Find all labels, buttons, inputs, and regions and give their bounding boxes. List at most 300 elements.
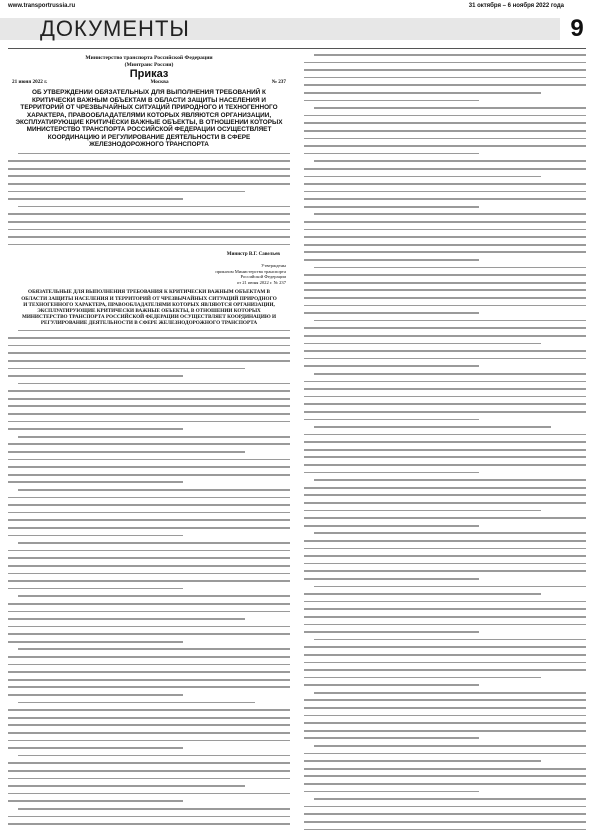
text-line-bar [304, 662, 586, 664]
text-line [304, 783, 586, 789]
text-line-bar [8, 641, 183, 643]
text-line [8, 428, 290, 434]
text-line [8, 330, 290, 336]
text-line [8, 732, 290, 738]
text-line [304, 548, 586, 554]
text-line [304, 282, 586, 288]
text-line-bar [8, 717, 290, 719]
text-line-bar [304, 624, 586, 626]
text-line [304, 669, 586, 675]
text-line-bar [304, 730, 586, 732]
text-line-bar [304, 403, 586, 405]
text-line-bar [304, 829, 586, 830]
text-line-bar [18, 383, 290, 385]
text-line [8, 762, 290, 768]
text-line-bar [304, 449, 586, 451]
text-line-bar [18, 153, 290, 155]
text-line-bar [8, 557, 290, 559]
text-line [8, 466, 290, 472]
text-line-bar [304, 753, 586, 755]
text-line [304, 540, 586, 546]
text-line [304, 312, 586, 318]
text-line [8, 183, 290, 189]
text-line-bar [304, 760, 541, 762]
text-line-bar [8, 466, 290, 468]
text-line [304, 555, 586, 561]
text-line [304, 289, 586, 295]
text-line-bar [304, 540, 586, 542]
text-line [304, 737, 586, 743]
text-line-bar [8, 229, 290, 231]
text-line-bar [8, 686, 290, 688]
text-line [8, 724, 290, 730]
text-line [8, 160, 290, 166]
approval-stamp [12, 263, 286, 285]
text-line-bar [304, 236, 586, 238]
text-line-bar [8, 573, 290, 575]
text-line [304, 54, 586, 60]
text-line-bar [304, 183, 586, 185]
text-line-bar [314, 745, 586, 747]
text-line [304, 122, 586, 128]
text-line-bar [8, 724, 290, 726]
text-line-bar [304, 100, 479, 102]
order-heading: ОБ УТВЕРЖДЕНИИ ОБЯЗАТЕЛЬНЫХ ДЛЯ ВЫПОЛНЕНИЯ ТРЕБОВАНИЙ К КРИТИЧЕСКИ ВАЖНЫМ ОБЪЕКТАМ В ОБЛАСТИ ЗАЩИТЫ НАСЕЛЕНИЯ И ТЕРРИТОРИЙ ОТ ЧРЕЗВЫЧАЙНЫХ СИТУАЦИЙ ПРИРОДНОГО И ТЕХНОГЕННОГО ХАРАКТЕРА, ПРАВООБЛАДАТЕЛЯМИ КОТОРЫХ ЯВЛЯЮТСЯ ОРГАНИЗАЦИИ, ЭКСПЛУАТИРУЮЩИЕ КРИТИЧЕСКИ ВАЖНЫЕ ОБЪЕКТЫ, В ОТНОШЕНИИ КОТОРЫХ МИНИСТЕРСТВО ТРАНСПОРТА РОССИЙСКОЙ ФЕДЕРАЦИИ ОСУЩЕСТВЛЯЕТ КООРДИНАЦИЮ И РЕГУЛИРОВАНИЕ ДЕЯТЕЛЬНОСТИ В СФЕРЕ ЖЕЛЕЗНОДОРОЖНОГО ТРАНСПОРТА [15, 89, 283, 149]
text-line-bar [304, 138, 586, 140]
text-line [8, 337, 290, 343]
text-line [8, 671, 290, 677]
ministry-name [8, 55, 290, 68]
text-line-bar [304, 707, 586, 709]
text-line [8, 481, 290, 487]
text-line-bar [304, 578, 479, 580]
text-line-bar [304, 381, 586, 383]
text-line [8, 229, 290, 235]
text-line [304, 183, 586, 189]
text-line-bar [304, 274, 586, 276]
text-line [8, 770, 290, 776]
text-line-bar [304, 191, 586, 193]
text-line-bar [304, 297, 586, 299]
text-line [304, 92, 586, 98]
text-line-bar [8, 398, 290, 400]
text-line-bar [304, 77, 586, 79]
issue-dates: 31 октября – 6 ноября 2022 года [468, 3, 564, 9]
text-line-bar [8, 519, 290, 521]
text-line-bar [314, 639, 586, 641]
text-line-bar [304, 525, 479, 527]
text-line [304, 130, 586, 136]
text-line [8, 213, 290, 219]
text-line-bar [8, 565, 290, 567]
header-rule [8, 48, 586, 49]
text-line [8, 679, 290, 685]
text-line [8, 595, 290, 601]
text-line [304, 753, 586, 759]
text-line-bar [8, 778, 290, 780]
text-line-bar [8, 168, 290, 170]
text-line [8, 808, 290, 814]
text-line [304, 168, 586, 174]
text-line [304, 388, 586, 394]
text-line-bar [18, 808, 290, 810]
text-line-bar [314, 532, 586, 534]
text-line [304, 411, 586, 417]
text-line [8, 686, 290, 692]
text-line-bar [314, 107, 586, 109]
text-line-bar [8, 160, 290, 162]
text-line-bar [8, 459, 290, 461]
text-line-bar [8, 633, 290, 635]
text-line [304, 806, 586, 812]
text-line [8, 694, 290, 700]
text-line-bar [314, 373, 586, 375]
text-line [304, 381, 586, 387]
text-line [8, 236, 290, 242]
text-line-bar [8, 213, 290, 215]
text-line [8, 717, 290, 723]
text-line-bar [8, 793, 290, 795]
text-line-bar [8, 497, 290, 499]
text-line [304, 563, 586, 569]
text-line-bar [8, 618, 245, 620]
text-line-bar [304, 487, 586, 489]
text-line-bar [8, 512, 290, 514]
text-line [8, 519, 290, 525]
text-line [8, 580, 290, 586]
text-line [8, 221, 290, 227]
text-line-bar [304, 669, 586, 671]
text-line [8, 755, 290, 761]
text-line [304, 677, 586, 683]
text-line-bar [304, 510, 541, 512]
text-line [8, 550, 290, 556]
text-line-bar [304, 684, 479, 686]
text-line [304, 327, 586, 333]
text-line-bar [8, 451, 245, 453]
text-line [304, 631, 586, 637]
text-line [8, 648, 290, 654]
text-line-bar [304, 502, 586, 504]
text-line [304, 472, 586, 478]
text-line [304, 77, 586, 83]
text-line [304, 259, 586, 265]
text-line [8, 489, 290, 495]
text-line [8, 512, 290, 518]
text-line [8, 527, 290, 533]
text-line-bar [8, 198, 183, 200]
text-line-bar [8, 588, 183, 590]
text-line-bar [8, 421, 290, 423]
text-line-bar [8, 816, 290, 818]
text-line [304, 206, 586, 212]
text-line-bar [304, 631, 479, 633]
text-line [8, 542, 290, 548]
text-line-bar [8, 656, 290, 658]
text-line [304, 654, 586, 660]
text-line-bar [304, 768, 586, 770]
text-line [304, 791, 586, 797]
text-line [304, 274, 586, 280]
site-url: www.transportrussia.ru [8, 3, 76, 9]
text-line-bar [8, 664, 290, 666]
text-line [8, 443, 290, 449]
text-line [304, 198, 586, 204]
text-line [8, 641, 290, 647]
text-line [304, 494, 586, 500]
text-line [8, 800, 290, 806]
text-line [8, 436, 290, 442]
text-line [304, 107, 586, 113]
text-line [304, 487, 586, 493]
text-line-bar [8, 709, 290, 711]
text-line [304, 722, 586, 728]
text-line [8, 451, 290, 457]
text-line [304, 69, 586, 75]
text-line [304, 229, 586, 235]
text-line [8, 459, 290, 465]
text-line [304, 760, 586, 766]
text-line-bar [8, 175, 290, 177]
text-line-bar [8, 550, 290, 552]
text-line-bar [8, 823, 290, 825]
text-line-bar [314, 692, 586, 694]
minister-signature: Министр В.Г. Савельев [226, 252, 280, 258]
text-line [304, 84, 586, 90]
text-line [8, 198, 290, 204]
text-line-bar [304, 821, 586, 823]
text-line [304, 343, 586, 349]
text-line [304, 456, 586, 462]
text-line-bar [304, 251, 586, 253]
text-line-bar [304, 130, 586, 132]
text-line-bar [304, 441, 586, 443]
text-line [304, 601, 586, 607]
text-line [8, 611, 290, 617]
text-line-bar [8, 535, 183, 537]
text-line-bar [304, 244, 586, 246]
text-line-bar [304, 783, 586, 785]
text-line-bar [304, 145, 586, 147]
text-line-bar [8, 626, 290, 628]
text-line-bar [8, 800, 183, 802]
text-line [8, 206, 290, 212]
text-line [304, 365, 586, 371]
text-line-bar [304, 456, 586, 458]
text-line-bar [314, 267, 586, 269]
text-line-bar [304, 791, 479, 793]
text-line [304, 138, 586, 144]
text-line [304, 608, 586, 614]
text-line [304, 396, 586, 402]
text-line-bar [304, 548, 586, 550]
text-line-bar [8, 603, 290, 605]
page-number: 9 [570, 15, 584, 42]
text-line-bar [8, 770, 290, 772]
text-line [8, 785, 290, 791]
text-line [8, 778, 290, 784]
text-line [8, 702, 290, 708]
text-line [8, 244, 290, 250]
text-line-bar [18, 206, 290, 208]
text-line [304, 775, 586, 781]
text-line [8, 345, 290, 351]
text-line [8, 656, 290, 662]
text-line-bar [304, 494, 586, 496]
text-line [304, 707, 586, 713]
ministry-line-2: (Минтранс России) [124, 61, 174, 68]
text-line [304, 517, 586, 523]
text-line [304, 684, 586, 690]
text-line [8, 709, 290, 715]
order-date: 21 июня 2022 г. [12, 78, 48, 85]
text-line [8, 168, 290, 174]
section-title: ДОКУМЕНТЫ [40, 16, 190, 41]
text-line [8, 398, 290, 404]
text-line-bar [304, 84, 586, 86]
text-line-bar [304, 654, 586, 656]
text-line [304, 358, 586, 364]
text-line [304, 100, 586, 106]
text-line [304, 624, 586, 630]
text-line-bar [304, 327, 586, 329]
text-line-bar [304, 358, 586, 360]
text-line-bar [304, 388, 586, 390]
text-line [304, 251, 586, 257]
text-line-bar [314, 479, 586, 481]
text-line-bar [304, 198, 586, 200]
text-line [304, 221, 586, 227]
text-line-bar [8, 360, 290, 362]
text-line [304, 176, 586, 182]
preamble-text [8, 153, 290, 250]
text-line-bar [304, 289, 586, 291]
text-line-bar [304, 62, 586, 64]
text-line [304, 115, 586, 121]
text-line-bar [304, 419, 479, 421]
text-line-bar [18, 755, 290, 757]
text-line-bar [304, 570, 586, 572]
text-line [304, 593, 586, 599]
text-line-bar [8, 236, 290, 238]
text-line-bar [8, 337, 290, 339]
text-line-bar [304, 563, 586, 565]
text-line [304, 449, 586, 455]
text-line-bar [314, 798, 586, 800]
text-line-bar [18, 436, 290, 438]
text-line [8, 603, 290, 609]
text-line-bar [8, 191, 245, 193]
text-line-bar [314, 320, 586, 322]
text-line [8, 153, 290, 159]
text-line-bar [8, 527, 290, 529]
text-line [8, 421, 290, 427]
text-line [8, 664, 290, 670]
text-line-bar [304, 616, 586, 618]
text-line-bar [18, 330, 290, 332]
text-line-bar [8, 221, 290, 223]
order-number: № 237 [271, 78, 286, 85]
text-line-bar [304, 722, 586, 724]
text-line-bar [314, 213, 586, 215]
text-line [8, 352, 290, 358]
right-column [304, 52, 586, 830]
text-line-bar [304, 472, 479, 474]
text-line [304, 646, 586, 652]
approved-line-3: Российской Федерации [240, 274, 286, 280]
text-line-bar [304, 221, 586, 223]
text-line [8, 747, 290, 753]
text-line-bar [8, 345, 290, 347]
text-line [8, 626, 290, 632]
text-line-bar [304, 335, 586, 337]
text-line-bar [8, 580, 290, 582]
text-line [8, 368, 290, 374]
text-line-bar [304, 813, 586, 815]
text-line [8, 390, 290, 396]
text-line [8, 633, 290, 639]
text-line [304, 160, 586, 166]
text-line [304, 699, 586, 705]
text-line [304, 213, 586, 219]
text-line-bar [304, 122, 586, 124]
section-header [0, 12, 594, 46]
approved-line-2: приказом Министерства транспорта [215, 268, 286, 274]
text-line [304, 335, 586, 341]
text-line [304, 403, 586, 409]
text-line [304, 62, 586, 68]
text-line [304, 244, 586, 250]
text-line-bar [8, 732, 290, 734]
text-line-bar [8, 183, 290, 185]
text-line-bar [304, 775, 586, 777]
text-line [8, 535, 290, 541]
text-line-bar [8, 740, 290, 742]
text-line-bar [304, 593, 541, 595]
text-line [304, 320, 586, 326]
text-line [304, 586, 586, 592]
text-line-bar [8, 694, 183, 696]
text-line [8, 588, 290, 594]
text-line-bar [304, 153, 479, 155]
text-line-bar [304, 69, 586, 71]
left-column [8, 52, 290, 830]
text-line-bar [8, 785, 245, 787]
text-line-bar [304, 92, 541, 94]
text-line [304, 305, 586, 311]
text-line-bar [18, 489, 290, 491]
ministry-line-1: Министерство транспорта Российской Федерации [85, 55, 213, 61]
text-line-bar [8, 368, 245, 370]
text-line [304, 441, 586, 447]
text-line-bar [304, 312, 479, 314]
text-line-bar [304, 365, 479, 367]
text-line-bar [304, 350, 586, 352]
text-line [304, 730, 586, 736]
text-line-bar [304, 464, 586, 466]
text-line-bar [8, 428, 183, 430]
text-line [8, 816, 290, 822]
text-line-bar [304, 168, 586, 170]
text-line-bar [304, 229, 586, 231]
text-line [304, 153, 586, 159]
text-line-bar [8, 443, 290, 445]
text-line [304, 578, 586, 584]
text-line [304, 616, 586, 622]
text-line [8, 740, 290, 746]
text-line [8, 175, 290, 181]
text-line [8, 823, 290, 829]
